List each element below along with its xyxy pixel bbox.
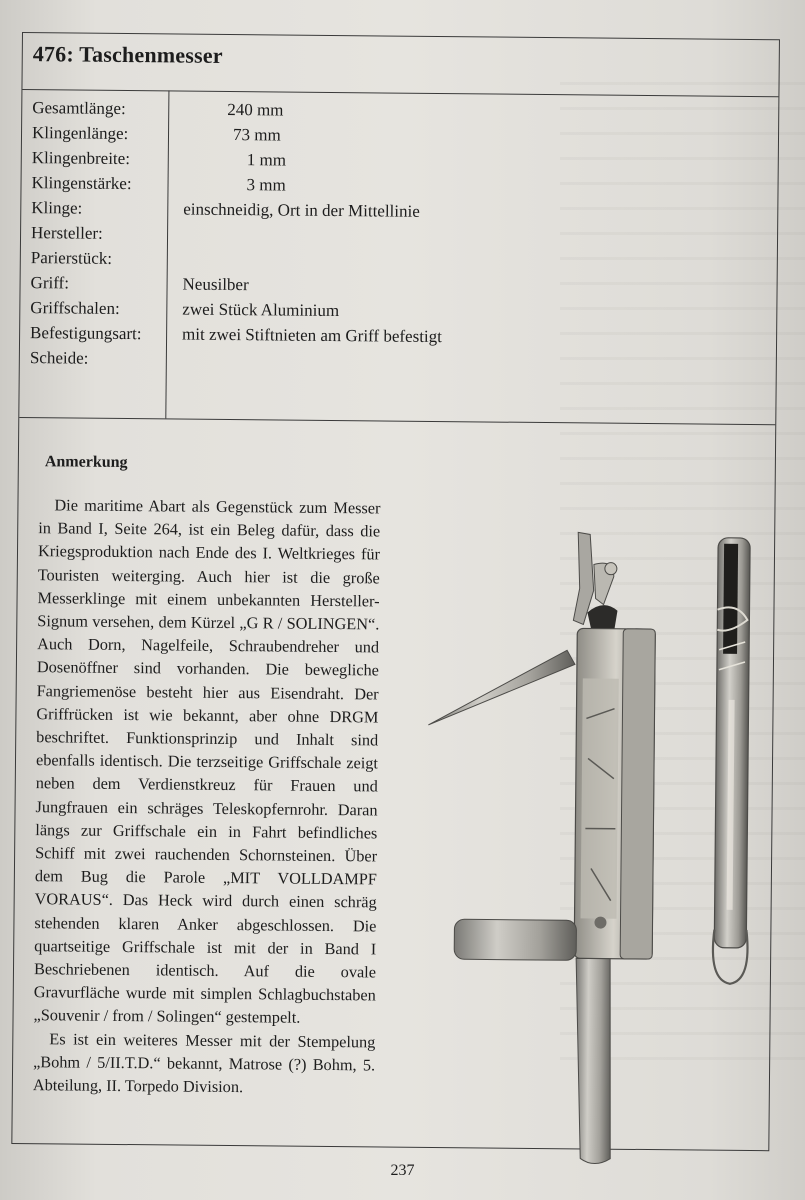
spec-value: Neusilber [182, 274, 249, 295]
spec-value: 3 mm [246, 175, 286, 195]
spec-label: Klingenstärke: [31, 173, 132, 194]
knife-handle [574, 628, 655, 959]
spec-value: 73 mm [232, 125, 281, 145]
spec-label: Parierstück: [30, 248, 113, 268]
page-number: 237 [390, 1162, 415, 1179]
catalog-frame [11, 32, 780, 1151]
knife-sheath [713, 538, 752, 984]
spec-label: Gesamtlänge: [32, 98, 126, 118]
bottle-opener-tool [573, 532, 618, 638]
spec-table [19, 89, 778, 425]
spec-label: Griffschalen: [30, 298, 120, 318]
spec-label: Scheide: [29, 348, 89, 368]
spec-label: Klinge: [31, 198, 83, 218]
spec-label: Befestigungsart: [30, 323, 142, 344]
spec-value: 1 mm [246, 150, 287, 170]
spec-value: mit zwei Stiftnieten am Griff befestigt [182, 324, 443, 347]
spec-value: zwei Stück Aluminium [182, 299, 340, 321]
spec-label: Klingenlänge: [31, 123, 129, 144]
spec-label: Hersteller: [30, 223, 103, 243]
spec-value: einschneidig, Ort in der Mittellinie [183, 199, 420, 221]
nail-file-tool [454, 919, 576, 960]
note-heading: Anmerkung [44, 453, 128, 472]
note-body [33, 493, 381, 1100]
page-title: 476: Taschenmesser [32, 41, 223, 68]
spec-label: Griff: [30, 273, 70, 293]
note-paragraph: Die maritime Abart als Gegenstück zum Messer in Band I, Seite 264, ist ein Beleg dafür, dass die Kriegsproduktion nach Ende des I. Weltkrieges für Touristen weiterging. Auch hier ist die große Messerklinge mit einem unbekannten Hersteller-Signum versehen, dem Kürzel „G R / SOLINGEN“. Auch Dorn, Nagelfeile, Schraubendreher und Dosenöffner sind vorhanden. Die bewegliche Fangriemenöse besteht hier aus Eisendraht. Der Griffrücken ist wie bekannt, aber ohne DRGM beschriftet. Funktionsprinzip und Inhalt sind ebenfalls identisch. Die terzseitige Griffschale zeigt neben dem Verdienstkreuz für Frauen und Jungfrauen ein schräges Teleskopfernrohr. Daran längs zur Griffschale ein in Fahrt befindliches Schiff mit zwei rauchenden Schornsteinen. Über dem Bug die Parole „MIT VOLLDAMPF VORAUS“. Das Heck wird durch einen schräg stehenden klaren Anker abgeschlossen. Die quartseitige Griffschale ist mit der in Band I Beschriebenen identisch. Auf die ovale Gravurfläche wurde mit simplen Schlagbuchstaben „Souvenir / from / Solingen“ gestempelt. [33, 495, 381, 1028]
spec-value: 240 mm [227, 99, 284, 120]
knife-photograph [412, 527, 778, 1170]
title-bar [22, 33, 779, 97]
knife-blade [574, 958, 612, 1163]
note-paragraph: Es ist ein weiteres Messer mit der Stempelung „Bohm / 5/II.T.D.“ bekannt, Matrose (?) Bohm, 5. Abteilung, II. Torpedo Division. [32, 1028, 376, 1097]
awl-blade [428, 649, 575, 726]
spec-label: Klingenbreite: [31, 148, 131, 169]
